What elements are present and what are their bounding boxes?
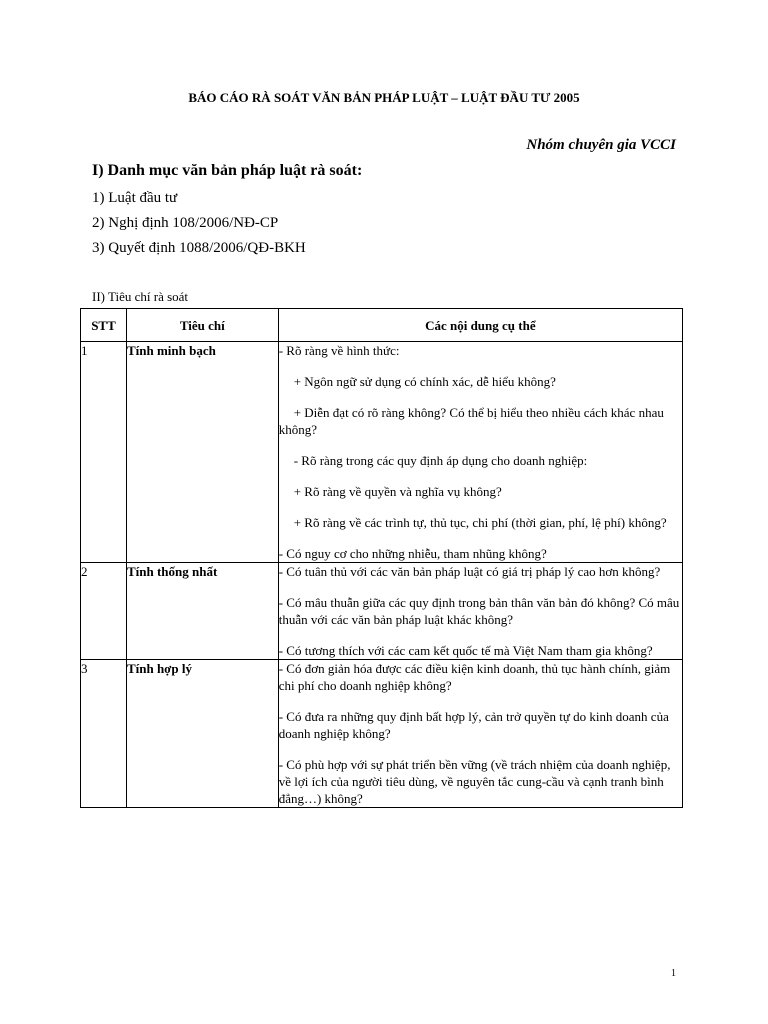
content-line: - Rõ ràng trong các quy định áp dụng cho doanh nghiệp: — [293, 453, 588, 468]
row-number: 2 — [81, 563, 127, 660]
criteria-contents — [278, 342, 682, 563]
criteria-contents — [278, 660, 682, 808]
table-header-row — [81, 309, 683, 342]
content-line: - Có mâu thuẫn giữa các quy định trong bản thân văn bản đó không? Có mâu thuẫn với các văn bản pháp luật khác không? — [278, 595, 680, 627]
row-number: 1 — [81, 342, 127, 563]
page-title: BÁO CÁO RÀ SOÁT VĂN BẢN PHÁP LUẬT – LUẬT ĐẦU TƯ 2005 — [188, 90, 580, 105]
section-1-heading: I) Danh mục văn bản pháp luật rà soát: — [92, 162, 363, 179]
content-line: - Có nguy cơ cho những nhiễu, tham nhũng không? — [278, 546, 547, 561]
content-line: - Rõ ràng về hình thức: — [278, 343, 400, 358]
document-list-item: 2) Nghị định 108/2006/NĐ-CP — [92, 215, 279, 231]
column-header-criteria: Tiêu chí — [126, 309, 278, 342]
content-line: - Có phù hợp với sự phát triển bền vững (về trách nhiệm của doanh nghiệp, về lợi ích của người tiêu dùng, về nguyên tắc cung-cầu và cạnh tranh bình đẳng…) không? — [278, 757, 671, 806]
content-line: + Rõ ràng về quyền và nghĩa vụ không? — [293, 484, 502, 499]
content-line: - Có đơn giản hóa được các điều kiện kinh doanh, thủ tục hành chính, giảm chi phí cho doanh nghiệp không? — [278, 661, 671, 693]
document-list-item: 3) Quyết định 1088/2006/QĐ-BKH — [92, 240, 306, 256]
criteria-contents — [278, 563, 682, 660]
table-row — [81, 342, 683, 563]
content-line: - Có đưa ra những quy định bất hợp lý, cản trở quyền tự do kinh doanh của doanh nghiệp không? — [278, 709, 669, 741]
criteria-name: Tính thống nhất — [126, 563, 278, 660]
section-2-heading: II) Tiêu chí rà soát — [92, 289, 189, 304]
column-header-stt: STT — [81, 309, 127, 342]
criteria-table — [80, 308, 683, 808]
row-number: 3 — [81, 660, 127, 808]
document-list — [92, 186, 306, 261]
author-line: Nhóm chuyên gia VCCI — [526, 137, 676, 153]
table-row — [81, 660, 683, 808]
criteria-name: Tính hợp lý — [126, 660, 278, 808]
content-line: + Diễn đạt có rõ ràng không? Có thể bị hiểu theo nhiều cách khác nhau không? — [278, 405, 664, 437]
content-line: + Rõ ràng về các trình tự, thủ tục, chi phí (thời gian, phí, lệ phí) không? — [293, 515, 667, 530]
content-line: + Ngôn ngữ sử dụng có chính xác, dễ hiểu không? — [293, 374, 556, 389]
content-line: - Có tuân thủ với các văn bản pháp luật có giá trị pháp lý cao hơn không? — [278, 564, 661, 579]
criteria-name: Tính minh bạch — [126, 342, 278, 563]
page-number: 1 — [671, 968, 676, 979]
column-header-contents: Các nội dung cụ thể — [278, 309, 682, 342]
document-list-item: 1) Luật đầu tư — [92, 190, 178, 206]
content-line: - Có tương thích với các cam kết quốc tế mà Việt Nam tham gia không? — [278, 643, 653, 658]
table-row — [81, 563, 683, 660]
